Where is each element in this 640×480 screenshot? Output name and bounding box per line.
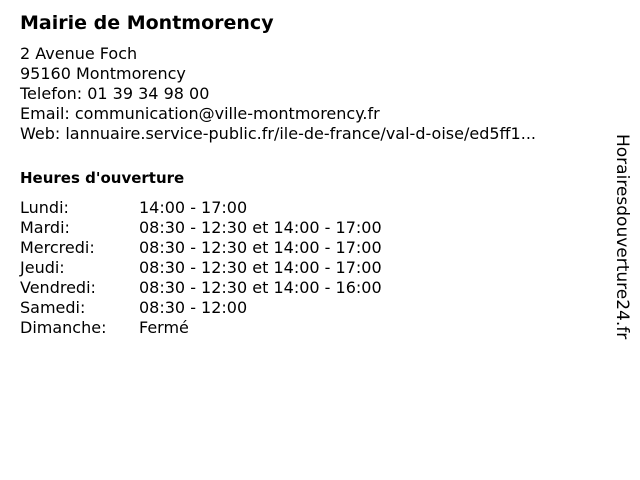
time-value: 08:30 - 12:00 [139, 298, 248, 317]
hours-row-monday [20, 198, 600, 218]
city-address: 95160 Montmorency [20, 64, 186, 83]
day-label: Mardi: [20, 218, 70, 237]
street-address: 2 Avenue Foch [20, 44, 138, 63]
hours-row-friday [20, 278, 600, 298]
time-value: 08:30 - 12:30 et 14:00 - 16:00 [139, 278, 382, 297]
hours-row-sunday [20, 318, 600, 338]
day-label: Vendredi: [20, 278, 96, 297]
site-watermark: Horairesdouverture24.fr [612, 134, 632, 340]
time-value: Fermé [139, 318, 189, 337]
day-label: Samedi: [20, 298, 86, 317]
hours-row-wednesday [20, 238, 600, 258]
time-value: 08:30 - 12:30 et 14:00 - 17:00 [139, 238, 382, 257]
address-block [20, 44, 600, 144]
hours-row-thursday [20, 258, 600, 278]
phone-number: Telefon: 01 39 34 98 00 [20, 84, 210, 103]
opening-hours-heading: Heures d'ouverture [20, 169, 185, 187]
hours-row-saturday [20, 298, 600, 318]
opening-hours-table [20, 198, 600, 338]
time-value: 08:30 - 12:30 et 14:00 - 17:00 [139, 258, 382, 277]
page-title: Mairie de Montmorency [20, 12, 274, 34]
hours-row-tuesday [20, 218, 600, 238]
day-label: Mercredi: [20, 238, 95, 257]
email-address: Email: communication@ville-montmorency.fr [20, 104, 380, 123]
website-url: Web: lannuaire.service-public.fr/ile-de-france/val-d-oise/ed5ff1... [20, 124, 536, 143]
day-label: Jeudi: [20, 258, 65, 277]
time-value: 14:00 - 17:00 [139, 198, 248, 217]
time-value: 08:30 - 12:30 et 14:00 - 17:00 [139, 218, 382, 237]
business-card [20, 10, 600, 338]
day-label: Dimanche: [20, 318, 107, 337]
day-label: Lundi: [20, 198, 69, 217]
